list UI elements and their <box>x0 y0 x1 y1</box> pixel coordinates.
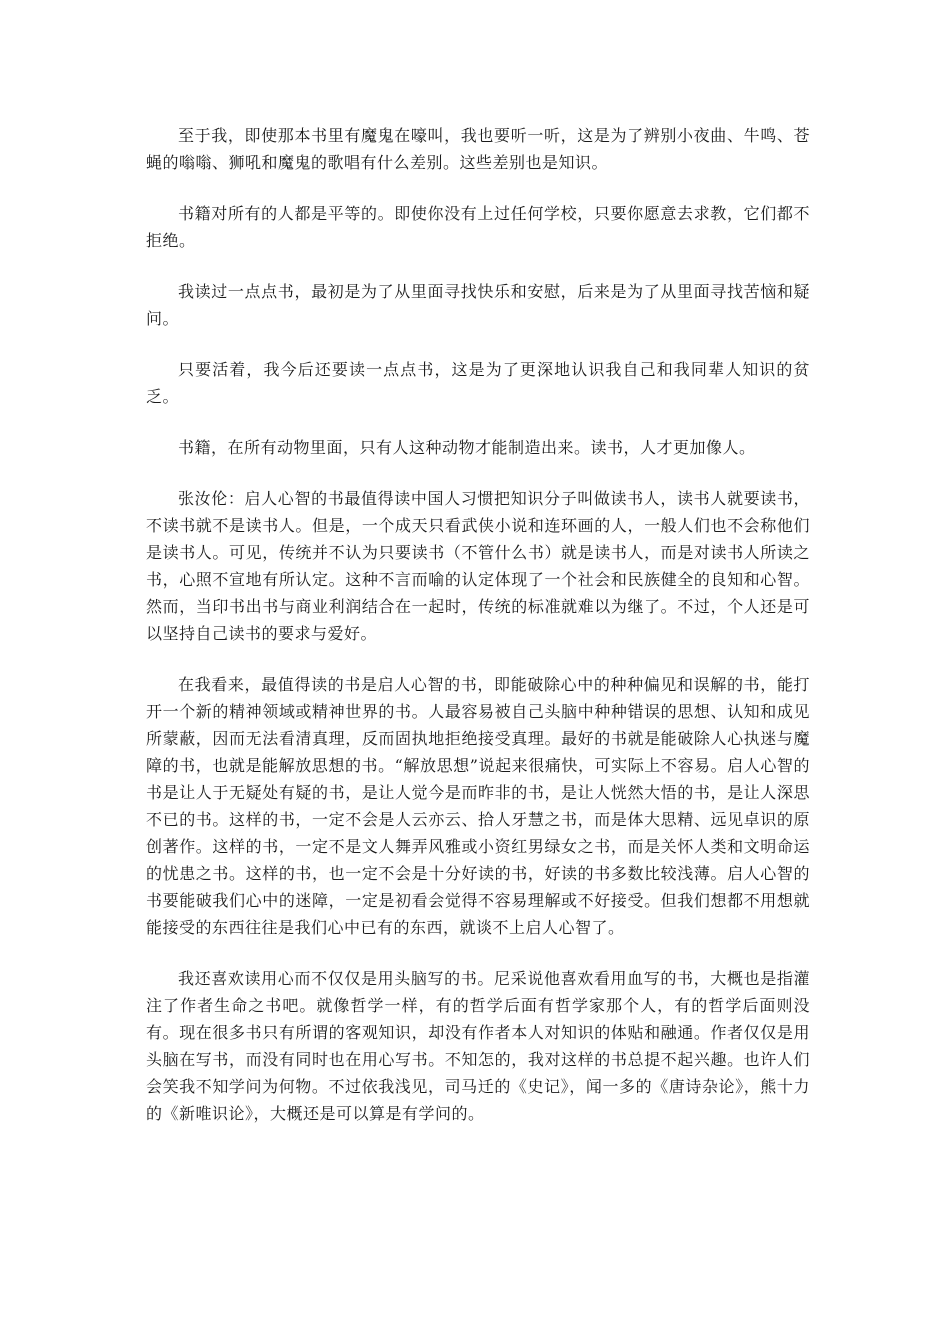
paragraph: 我读过一点点书，最初是为了从里面寻找快乐和安慰，后来是为了从里面寻找苦恼和疑问。 <box>146 282 810 328</box>
paragraph: 书籍，在所有动物里面，只有人这种动物才能制造出来。读书，人才更加像人。 <box>178 438 756 457</box>
paragraph: 在我看来，最值得读的书是启人心智的书，即能破除心中的种种偏见和误解的书，能打开一个新的精神领域或精神世界的书。人最容易被自己头脑中种种错误的思想、认知和成见所蒙蔽，因而无法看清真理，反而固执地拒绝接受真理。最好的书就是能破除人心执迷与魔障的书，也就是能解放思想的书。“解放思想”说起来很痛快，可实际上不容易。启人心智的书是让人于无疑处有疑的书，是让人觉今是而昨非的书，是让人恍然大悟的书，是让人深思不已的书。这样的书，一定不会是人云亦云、拾人牙慧之书，而是体大思精、远见卓识的原创著作。这样的书，一定不是文人舞弄风雅或小资红男绿女之书，而是关怀人类和文明命运的忧患之书。这样的书，也一定不会是十分好读的书，好读的书多数比较浅薄。启人心智的书要能破我们心中的迷障，一定是初看会觉得不容易理解或不好接受。但我们想都不用想就能接受的东西往往是我们心中已有的东西，就谈不上启人心智了。 <box>146 675 810 937</box>
paragraph: 书籍对所有的人都是平等的。即使你没有上过任何学校，只要你愿意去求教，它们都不拒绝。 <box>146 204 810 250</box>
paragraph: 张汝伦：启人心智的书最值得读中国人习惯把知识分子叫做读书人，读书人就要读书，不读书就不是读书人。但是，一个成天只看武侠小说和连环画的人，一般人们也不会称他们是读书人。可见，传统并不认为只要读书（不管什么书）就是读书人，而是对读书人所读之书，心照不宣地有所认定。这种不言而喻的认定体现了一个社会和民族健全的良知和心智。然而，当印书出书与商业利润结合在一起时，传统的标准就难以为继了。不过，个人还是可以坚持自己读书的要求与爱好。 <box>146 489 810 643</box>
paragraph: 至于我，即使那本书里有魔鬼在嚎叫，我也要听一听，这是为了辨别小夜曲、牛鸣、苍蝇的嗡嗡、狮吼和魔鬼的歌唱有什么差别。这些差别也是知识。 <box>146 126 810 172</box>
document-body <box>146 122 810 1151</box>
paragraph: 只要活着，我今后还要读一点点书，这是为了更深地认识我自己和我同辈人知识的贫乏。 <box>146 360 810 406</box>
paragraph: 我还喜欢读用心而不仅仅是用头脑写的书。尼采说他喜欢看用血写的书，大概也是指灌注了作者生命之书吧。就像哲学一样，有的哲学后面有哲学家那个人，有的哲学后面则没有。现在很多书只有所谓的客观知识，却没有作者本人对知识的体贴和融通。作者仅仅是用头脑在写书，而没有同时也在用心写书。不知怎的，我对这样的书总提不起兴趣。也许人们会笑我不知学问为何物。不过依我浅见，司马迁的《史记》，闻一多的《唐诗杂论》，熊十力的《新唯识论》，大概还是可以算是有学问的。 <box>146 969 810 1123</box>
